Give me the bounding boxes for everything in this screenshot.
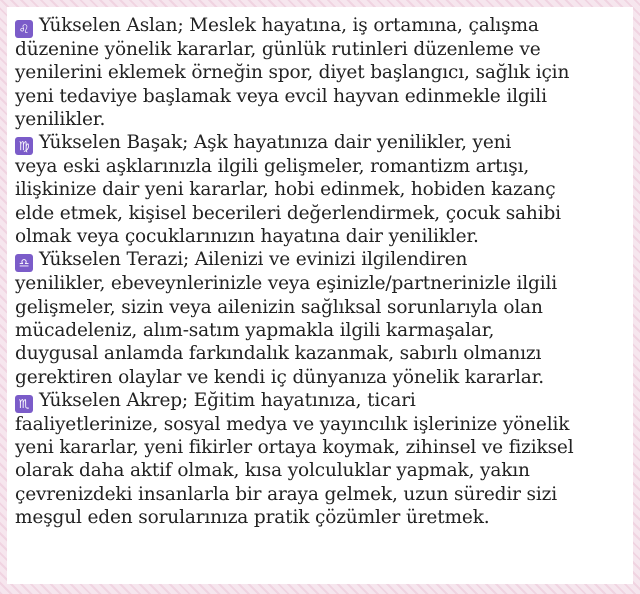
line-text: Yükselen Akrep; Eğitim hayatınıza, ticari [39,389,416,411]
line-text: yeni tedaviye başlamak veya evcil hayvan edinmekle ilgili [15,85,547,107]
virgo-icon: ♍ [15,137,33,155]
libra-icon: ♎ [15,254,33,272]
line-text: Yükselen Terazi; Ailenizi ve evinizi ilgilendiren [39,249,468,271]
sign-heading-line [15,131,627,155]
line-text: duygusal anlamda farkındalık kazanmak, sabırlı olmanızı [15,343,542,365]
text-line [15,225,627,248]
text-line [15,483,627,506]
text-line [15,366,627,389]
text-line [15,459,627,482]
text-line [15,202,627,225]
line-text: gelişmeler, sizin veya ailenizin sağlıksal sorunlarıyla olan [15,296,543,318]
text-line [15,342,627,365]
line-text: faaliyetlerinize, sosyal medya ve yayıncılık işlerinize yönelik [15,413,570,435]
line-text: yenilikler. [15,108,106,130]
text-line [15,272,627,295]
sign-heading-line [15,14,627,38]
text-line [15,436,627,459]
text-line [15,178,627,201]
line-text: Yükselen Aslan; Meslek hayatına, iş ortamına, çalışma [39,15,539,36]
line-text: ilişkinize dair yeni kararlar, hobi edinmek, hobiden kazanç [15,179,556,201]
text-line [15,319,627,342]
line-text: olmak veya çocuklarınızın hayatına dair yenilikler. [15,226,479,248]
sign-heading-line [15,389,627,413]
line-text: yeni kararlar, yeni fikirler ortaya koymak, zihinsel ve fiziksel [15,437,574,459]
text-line [15,155,627,178]
line-text: elde etmek, kişisel becerileri değerlendirmek, çocuk sahibi [15,202,561,224]
leo-icon: ♌ [15,20,33,38]
line-text: yenilerini eklemek örneğin spor, diyet başlangıcı, sağlık için [15,62,570,84]
text-line [15,413,627,436]
line-text: olarak daha aktif olmak, kısa yolculuklar yapmak, yakın [15,460,530,482]
sign-heading-line [15,248,627,272]
scorpio-icon: ♏ [15,395,33,413]
line-text: veya eski aşklarınızla ilgili gelişmeler, romantizm artışı, [15,156,530,178]
line-text: çevrenizdeki insanlarla bir araya gelmek, uzun süredir sizi [15,483,558,505]
line-text: meşgul eden sorularınıza pratik çözümler üretmek. [15,507,490,529]
text-line [15,38,627,61]
line-text: Yükselen Başak; Aşk hayatınıza dair yenilikler, yeni [39,132,512,154]
text-line [15,506,627,529]
line-text: yenilikler, ebeveynlerinizle veya eşinizle/partnerinizle ilgili [15,273,558,295]
line-text: mücadeleniz, alım-satım yapmakla ilgili karmaşalar, [15,319,495,341]
text-line [15,296,627,319]
text-line [15,108,627,131]
text-line [15,61,627,84]
text-line [15,85,627,108]
horoscope-text-card [7,7,633,584]
line-text: düzenine yönelik kararlar, günlük rutinleri düzenleme ve [15,39,541,60]
line-text: gerektiren olaylar ve kendi iç dünyanıza yönelik kararlar. [15,366,545,388]
